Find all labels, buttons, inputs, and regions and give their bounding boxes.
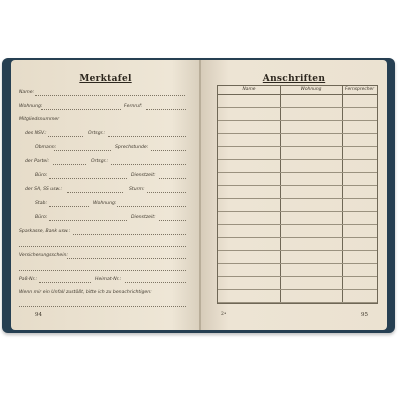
field-unfall: Wenn mir ein Unfall zustößt, bitte ich zu benachrichtigen: xyxy=(19,290,152,295)
table-rule-line xyxy=(218,250,377,251)
field-sparkasse: Sparkasse, Bank usw.: xyxy=(19,229,71,234)
table-rule-line xyxy=(218,198,377,199)
field-buero-1: Büro: xyxy=(35,173,48,178)
field-fernruf: Fernruf: xyxy=(124,104,143,109)
table-rule-line xyxy=(218,289,377,290)
table-rule-line xyxy=(218,276,377,277)
left-page-title: Merktafel xyxy=(79,74,132,84)
field-mitgliedsnummer: Mitgliedsnummer xyxy=(19,117,60,122)
field-obmann: Obmann: xyxy=(35,145,57,150)
field-dienstzeit-2: Dienstzeit: xyxy=(131,215,156,220)
table-rule-line xyxy=(218,224,377,225)
footer-mark: 2• xyxy=(221,312,227,317)
page-number-right: 95 xyxy=(361,312,368,318)
field-stab: Stab: xyxy=(35,201,47,206)
right-page xyxy=(201,60,387,330)
table-rule-line xyxy=(218,120,377,121)
table-rule-line xyxy=(218,146,377,147)
right-page-title: Anschriften xyxy=(262,74,326,84)
field-versicherung: Versicherungsschein: xyxy=(19,253,68,258)
table-rule-line xyxy=(218,263,377,264)
address-table-header xyxy=(218,86,377,95)
field-ortsgr: Ortsgr.: xyxy=(88,131,106,136)
table-rule-line xyxy=(218,159,377,160)
column-header-wohnung: Wohnung xyxy=(300,87,322,92)
table-rule-line xyxy=(218,172,377,173)
page-number-left: 94 xyxy=(35,312,42,318)
field-heimat: Heimat-Nr.: xyxy=(95,277,122,282)
field-der-partei: der Partei: xyxy=(25,159,50,164)
left-page: Merktafel Name: Wohnung: Fernruf: Mitgliedsnummer des NSV.: Ortsgr.: Obmann: Sprechstunde: der Partei: Ortsgr.: Büro: Dienstzeit: der SA, SS usw.: Sturm: Stab: Wohnung: Büro: Dienstzeit: Sparkasse, Bank usw.: Versicherungsschein: Paß-Nr.: Heimat-Nr.: Wenn mir ein Unfall zustößt, bitte ich zu benachrichtigen: 94 xyxy=(11,60,200,330)
address-table xyxy=(217,85,378,304)
table-rule-line xyxy=(218,185,377,186)
table-rule-line xyxy=(218,302,377,303)
column-header-name: Name xyxy=(242,87,256,92)
field-ortsgr-2: Ortsgr.: xyxy=(91,159,109,164)
field-des-nsv: des NSV.: xyxy=(25,131,47,136)
table-rule-line xyxy=(218,211,377,212)
field-buero-2: Büro: xyxy=(35,215,48,220)
table-rule-line xyxy=(218,133,377,134)
field-sturm: Sturm: xyxy=(129,187,145,192)
field-dienstzeit-1: Dienstzeit: xyxy=(131,173,156,178)
field-wohnung-2: Wohnung: xyxy=(93,201,117,206)
field-sprechstunde: Sprechstunde: xyxy=(115,145,149,150)
column-header-fernsprecher: Fernsprecher xyxy=(344,87,375,92)
table-rule-line xyxy=(218,107,377,108)
field-pass: Paß-Nr.: xyxy=(19,277,38,282)
field-der-sa: der SA, SS usw.: xyxy=(25,187,63,192)
table-rule-line xyxy=(218,237,377,238)
